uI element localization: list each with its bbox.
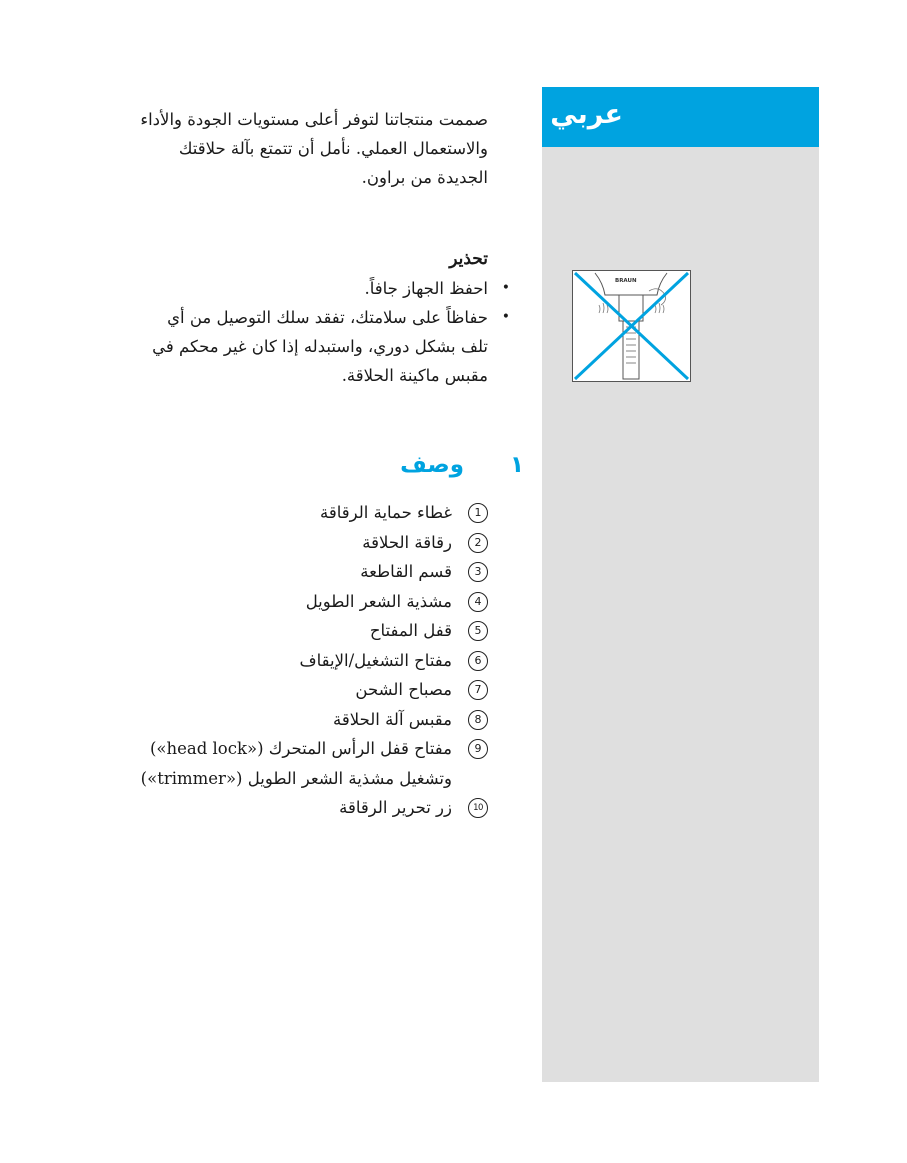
part-label: غطاء حماية الرقاقة bbox=[319, 503, 452, 522]
part-item bbox=[140, 646, 488, 676]
part-number-badge: 6 bbox=[468, 651, 488, 671]
language-sidebar bbox=[542, 87, 819, 1082]
part-item bbox=[140, 734, 488, 793]
part-number-badge: 8 bbox=[468, 710, 488, 730]
warning-list bbox=[140, 274, 488, 390]
section-title: وصف bbox=[400, 452, 464, 478]
warning-heading: تحذير bbox=[449, 249, 488, 269]
part-number-badge: 7 bbox=[468, 680, 488, 700]
shaver-illustration bbox=[573, 271, 690, 381]
part-number-badge: 1 bbox=[468, 503, 488, 523]
part-label: وتشغيل مشذية الشعر الطويل («trimmer») bbox=[140, 768, 452, 788]
part-label: مفتاح قفل الرأس المتحرك («head lock») bbox=[149, 739, 452, 758]
part-number-badge: 3 bbox=[468, 562, 488, 582]
part-number-badge: 4 bbox=[468, 592, 488, 612]
section-heading bbox=[400, 452, 524, 492]
warning-item bbox=[140, 303, 488, 390]
part-number-badge: 2 bbox=[468, 533, 488, 553]
part-label: زر تحرير الرقاقة bbox=[339, 798, 452, 817]
part-label: مصباح الشحن bbox=[355, 680, 452, 699]
part-item bbox=[140, 616, 488, 646]
part-item bbox=[140, 528, 488, 558]
warning-item-text: تلف بشكل دوري، واستبدله إذا كان غير محكم في bbox=[152, 337, 488, 356]
part-label: مشذية الشعر الطويل bbox=[305, 591, 452, 611]
part-item bbox=[140, 587, 488, 617]
intro-line: الجديدة من براون. bbox=[361, 168, 488, 187]
intro-paragraph bbox=[140, 105, 488, 192]
part-number-badge: 10 bbox=[468, 798, 488, 818]
part-item bbox=[140, 498, 488, 528]
part-item bbox=[140, 675, 488, 705]
part-label: مقبس آلة الحلاقة bbox=[333, 709, 452, 729]
part-label: رقاقة الحلاقة bbox=[362, 532, 452, 552]
part-label: قفل المفتاح bbox=[369, 621, 452, 640]
part-label: قسم القاطعة bbox=[360, 562, 452, 581]
language-header-bar bbox=[542, 87, 819, 147]
warning-item bbox=[140, 274, 488, 303]
part-item bbox=[140, 557, 488, 587]
part-number-badge: 5 bbox=[468, 621, 488, 641]
warning-item-text: احفظ الجهاز جافاً. bbox=[364, 279, 488, 298]
intro-line: والاستعمال العملي. نأمل أن تتمتع بآلة حلاقتك bbox=[178, 139, 488, 158]
intro-line: صممت منتجاتنا لتوفر أعلى مستويات الجودة والأداء bbox=[140, 110, 488, 129]
part-number-badge: 9 bbox=[468, 739, 488, 759]
part-label: مفتاح التشغيل/الإيقاف bbox=[299, 650, 452, 670]
main-content bbox=[140, 105, 488, 390]
part-item bbox=[140, 793, 488, 823]
shaver-under-water-crossed-icon bbox=[572, 270, 691, 382]
section-number: ١ bbox=[509, 452, 524, 478]
warning-item-text: مقبس ماكينة الحلاقة. bbox=[341, 366, 488, 385]
language-title: عربي bbox=[550, 99, 623, 130]
brand-logo-text: BRAUN bbox=[615, 278, 637, 284]
part-item bbox=[140, 705, 488, 735]
parts-list bbox=[140, 498, 488, 823]
warning-item-text: حفاظاً على سلامتك، تفقد سلك التوصيل من أي bbox=[167, 308, 488, 327]
